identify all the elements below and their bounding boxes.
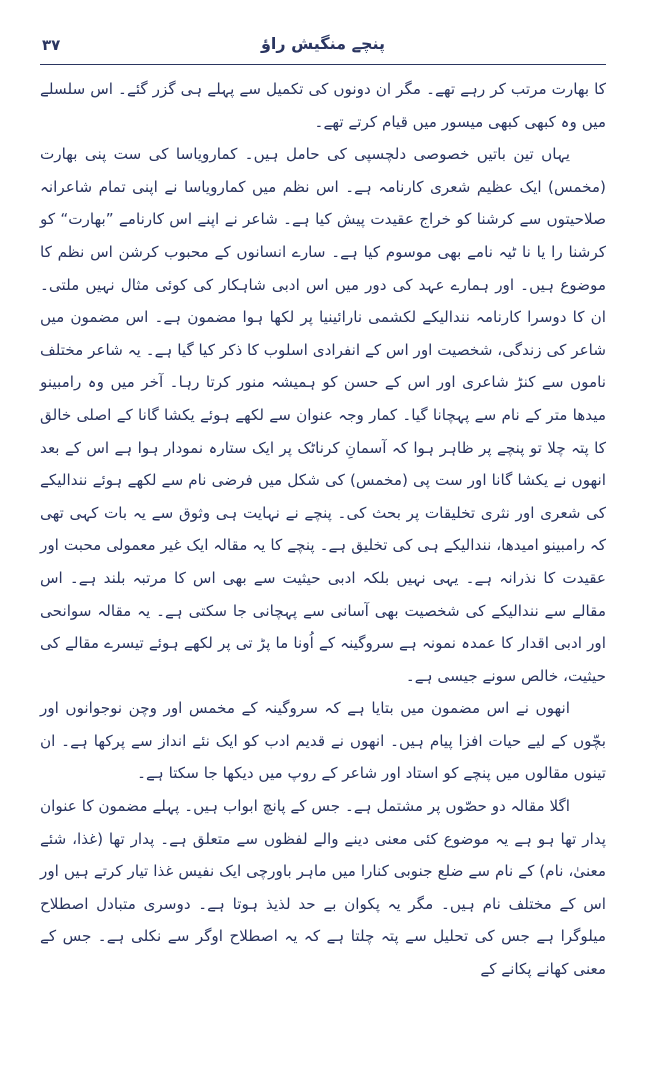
- paragraph: کا بھارت مرتب کر رہے تھے۔ مگر ان دونوں کی تکمیل سے پہلے ہی گزر گئے۔ اس سلسلے میں وہ کبھی کبھی میسور میں قیام کرتے تھے۔: [40, 80, 606, 131]
- paragraph: اگلا مقالہ دو حصّوں پر مشتمل ہے۔ جس کے پانچ ابواب ہیں۔ پہلے مضمون کا عنوان پدار تھا ہو ہے یہ موضوع کئی معنی دینے والے لفظوں سے متعلق ہے۔ پدار تھا (غذا، شئے معنیٰ، نام) کے نام سے ضلع جنوبی کنارا میں ماہر باورچی ایک نفیس غذا تیار کرتے ہیں اور اس کے مختلف نام ہیں۔ مگر یہ پکوان بے حد لذیذ ہوتا ہے۔ دوسری متبادل اصطلاح میلوگرا ہے جس کی تحلیل سے پتہ چلتا ہے کہ یہ اصطلاح اوگر سے نکلی ہے۔ جس کے معنی کھانے پکانے کے: [40, 797, 606, 979]
- paragraph: یہاں تین باتیں خصوصی دلچسپی کی حامل ہیں۔ کمارویاسا کی ست پنی بھارت (مخمس) ایک عظیم شعری کارنامہ ہے۔ اس نظم میں کمارویاسا نے اپنی تمام شاعرانہ صلاحیتوں سے کرشنا کو خراج عقیدت پیش کیا ہے۔ شاعر نے اپنے اس کارنامے ”بھارت“ کو کرشنا را یا نا ٹیہ نامے بھی موسوم کیا ہے۔ سارے انسانوں کے محبوب کرشن اس نظم کا موضوع ہیں۔ اور ہمارے عہد کی دور میں اس ادبی شاہکار کی کوئی مثال نہیں ملتی۔ ان کا دوسرا کارنامہ نندالیکے لکشمی نارائینیا پر لکھا ہوا مضمون ہے۔ اس مضمون میں شاعر کی زندگی، شخصیت اور اس کے انفرادی اسلوب کا ذکر کیا گیا ہے۔ یہ شاعر مختلف ناموں سے کنڑ شاعری اور اس کے حسن کو ہمیشہ منور کرتا رہا۔ آخر میں وہ رامبینو میدھا متر کے نام سے پہچانا گیا۔ کمار وجہ عنوان سے لکھے ہوئے یکشا گانا کے اصلی خالق کا پتہ چلا تو پنچے پر ظاہر ہوا کہ آسمانِ کرناٹک پر ایک ستارہ نمودار ہوا ہے اس کے بعد انھوں نے یکشا گانا اور ست پی (مخمس) کی شکل میں فرضی نام سے لکھے ہوئے نندالیکے کی شعری اور نثری تخلیقات پر بحث کی۔ پنچے نے نہایت ہی وثوق سے یہ بات کہی تھی کہ رامبینو امیدھا، نندالیکے ہی کی تخلیق ہے۔ پنچے کا یہ مقالہ ایک غیر معمولی محبت اور عقیدت کا نذرانہ ہے۔ یہی نہیں بلکہ ادبی حیثیت سے بھی اس کا مرتبہ بلند ہے۔ اس مقالے سے نندالیکے کی شخصیت بھی آسانی سے پہچانی جا سکتی ہے۔ یہ مقالہ سوانحی اور ادبی اقدار کا عمدہ نمونہ ہے سروگینہ کے اُونا ما پڑ تی پر لکھے ہوئے تیسرے مقالے کی حیثیت، خالص سونے جیسی ہے۔: [40, 145, 606, 685]
- body-text: [40, 73, 606, 986]
- paragraph: انھوں نے اس مضمون میں بتایا ہے کہ سروگینہ کے مخمس اور وچن نوجوانوں اور بچّوں کے لیے حیات افزا پیام ہیں۔ انھوں نے قدیم ادب کو ایک نئے انداز سے پرکھا ہے۔ ان تینوں مقالوں میں پنچے کو استاد اور شاعر کے روپ میں دیکھا جا سکتا ہے۔: [40, 699, 606, 783]
- page-number: ۳۷: [42, 36, 61, 54]
- running-title: پنچے منگیش راؤ: [260, 34, 386, 53]
- page-header: [40, 34, 606, 65]
